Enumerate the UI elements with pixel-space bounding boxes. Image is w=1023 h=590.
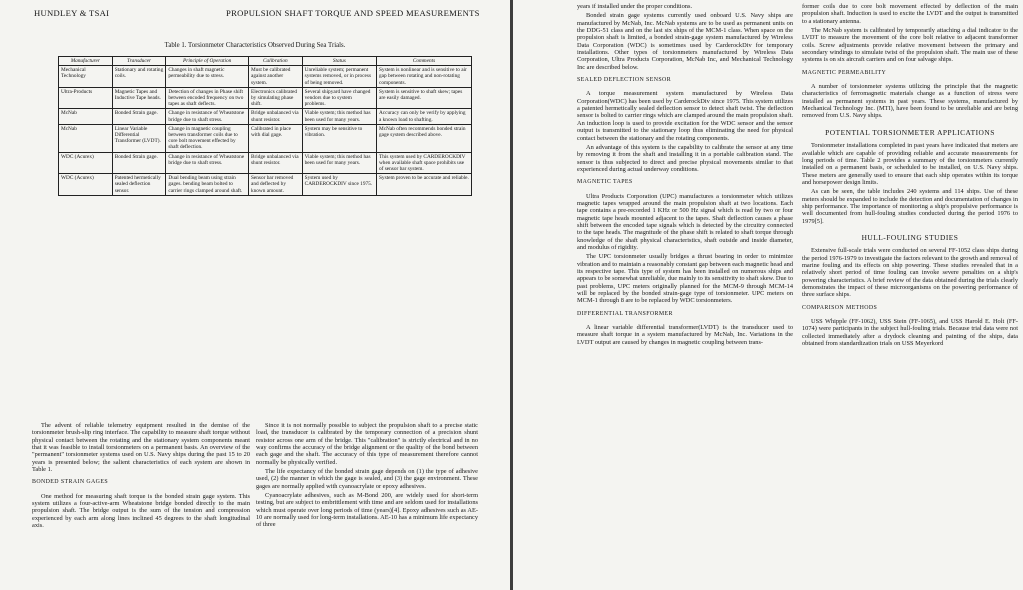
table-header-row xyxy=(59,57,472,66)
table-cell: Patented hermetically sealed deflection sensor. xyxy=(112,174,166,196)
table-cell: Ultra-Products xyxy=(59,87,113,109)
right-page-column-2 xyxy=(802,3,1018,349)
body-paragraph: One method for measuring shaft torque is the bonded strain gage system. This system utilizes a four-active-arm Wheatstone bridge bonded directly to the main propulsion shaft. The bridge output is the sum of the tension and compression experienced by each arm along lines inclined 45 degrees to the shaft longitudinal axis. xyxy=(32,492,250,530)
body-paragraph: Extensive full-scale trials were conducted on several FF-1052 class ships during the period 1976-1979 to investigate the factors relevant to the growth and removal of marine fouling and its effects on ship powering. These studies revealed that in a relatively short period of time fouling can invoke severe penalties on a ship's powering characteristics. A brief review of the data obtained during the trials clearly demonstrates the impact of these microorganisms on the powering performance of three surface ships. xyxy=(802,247,1018,299)
table-cell: System is sensitive to shaft skew; tapes are easily damaged. xyxy=(376,87,471,109)
body-paragraph: As can be seen, the table includes 240 systems and 114 ships. Use of these meters should be expanded to include the detection and documentation of changes in ship performance. The importance of monitoring a ship's propulsive performance is well documented from hull-fouling studies conducted during the period 1976 to 1979[5]. xyxy=(802,188,1018,225)
table-cell: Must be calibrated against another system. xyxy=(248,66,302,88)
table-cell: Linear Variable Differential Transformer (LVDT). xyxy=(112,124,166,152)
body-paragraph: The McNab system is calibrated by temporarily attaching a dial indicator to the LVDT to measure the movement of the core bolt relative to adjacent transformer coils. Screw adjustments provide relative movement between the primary and secondary windings to simulate twist of the propulsion shaft. The main use of these systems is on six aircraft carriers and on four salvage ships. xyxy=(802,27,1018,64)
body-paragraph: Cyanoacrylate adhesives, such as M-Bond 200, are widely used for short-term testing, but are subject to embrittlement with time and are seldom used for installations which must operate over long periods of time (years)[4]. Epoxy adhesives such as AE-10 are normally used for long-term installations. AE-10 has a minimum life expectancy of three xyxy=(256,492,478,529)
table-row xyxy=(59,152,472,174)
subsection-heading: SEALED DEFLECTION SENSOR xyxy=(577,77,672,84)
table-cell: Mechanical Technology xyxy=(59,66,113,88)
body-paragraph: A torque measurement system manufactured by Wireless Data Corporation(WDC) has been used by CarderockDiv since 1975. This system utilizes a patented hermetically sealed deflection sensor to detect shaft twist. The deflection sensor is bolted to carrier rings which are clamped around the main propulsion shaft. An induction loop is used to provide excitation for the WDC sensor and the sensor output is transmitted to the stationary loop thus eliminating the need for physical contact between the stationary and the rotating components. xyxy=(577,90,793,142)
subsection-heading: COMPARISON METHODS xyxy=(802,304,878,311)
table-cell: McNab xyxy=(59,109,113,124)
body-paragraph: A linear variable differential transformer(LVDT) is the transducer used to measure shaft torque in a system manufactured by McNab, Inc. Variations in the LVDT output are caused by changes in magnetic coupling between trans- xyxy=(577,324,793,346)
table-column-header: Transducer xyxy=(112,57,166,66)
table-row xyxy=(59,87,472,109)
table-cell: System proven to be accurate and reliable. xyxy=(376,174,471,196)
table-cell: Change in resistance of Wheatstone bridge due to shaft stress. xyxy=(166,109,249,124)
table-cell: Unreliable system; permanent systems removed, or in process of being removed. xyxy=(302,66,376,88)
section-heading: POTENTIAL TORSIONMETER APPLICATIONS xyxy=(825,127,995,137)
body-paragraph: An advantage of this system is the capability to calibrate the sensor at any time by removing it from the shaft and installing it in a portable calibration stand. The sensor is thus subjected to direct and precise physical movements similar to that experienced during actual underway conditions. xyxy=(577,143,793,173)
body-paragraph: The life expectancy of the bonded strain gage depends on (1) the type of adhesive used, (2) the manner in which the gage is sealed, and (3) the gage environment. These gages are normally applied with cyanoacrylate or epoxy adhesives. xyxy=(256,468,478,490)
body-paragraph: USS Whipple (FF-1062), USS Stein (FF-1065), and USS Harold E. Holt (FF-1074) were participants in the subject hull-fouling trials. Because trial data were not collected immediately after a drydock cleaning and painting of the ships, data obtained from standardization trials on USS Meyerkord xyxy=(802,318,1018,348)
left-page xyxy=(0,0,510,590)
table-column-header: Status xyxy=(302,57,376,66)
table-cell: Stationary and rotating coils. xyxy=(112,66,166,88)
right-page xyxy=(513,0,1023,590)
body-paragraph: The UPC torsionmeter usually bridges a thrust bearing in order to minimize vibration and to maintain a reasonably constant gap between each magnetic head and its respective tape. This type of system has been installed on numerous ships and appears to be somewhat unreliable, due mainly to its sensitivity to shaft skew. Due to past problems, UPC meters originally planned for the MCM-9 through MCM-14 will be replaced by the bonded strain-gage type of torsionmeter. UPC meters on MCM-1 through 8 are to be replaced by WDC torsionmeters. xyxy=(577,253,793,305)
table-cell: Electronics calibrated by simulating phase shift. xyxy=(248,87,302,109)
table-body xyxy=(59,66,472,196)
table-caption: Table 1. Torsionmeter Characteristics Observed During Sea Trials. xyxy=(164,42,346,49)
table-cell: Detection of changes in Phase shift between encoded frequency on two tapes as shaft deflects. xyxy=(166,87,249,109)
subsection-heading: BONDED STRAIN GAGES xyxy=(32,479,108,486)
body-paragraph: Torsionmeter installations completed in past years have indicated that meters are available which are capable of providing reliable and accurate measurements for long periods of time. Table 2 provides a summary of the torsionmeters currently installed on a permanent basis, or scheduled to be installed, on U.S. Navy ships. These meters are generally used to ensure that each ship operates within its torque and horsepower design limits. xyxy=(802,142,1018,186)
left-page-column-1 xyxy=(32,422,250,531)
table-row xyxy=(59,66,472,88)
body-paragraph: Ultra Products Corporation (UPC) manufactures a torsionmeter which utilizes magnetic tapes wrapped around the main propulsion shaft at two locations. Each tape contains a pre-recorded 1 KHz or 500 Hz signal which is read by two or four magnetic tape heads mounted adjacent to the tapes. Shaft deflection causes a phase shift between the encoded tape signals which is detected by the circuitry connected to the tape heads. The magnitude of the phase shift is related to shaft torque through knowledge of the shaft physical characteristics, shaft outside and inside diameter, and modulus of rigidity. xyxy=(577,192,793,251)
table-cell: System is nonlinear and is sensitive to air gap between rotating and non-rotating components. xyxy=(376,66,471,88)
table-cell: Change in resistance of Wheatstone bridge due to shaft stress. xyxy=(166,152,249,174)
table-cell: Changes in shaft magnetic permeability due to stress. xyxy=(166,66,249,88)
body-paragraph: years if installed under the proper conditions. xyxy=(577,3,693,10)
torsionmeter-table xyxy=(58,56,472,196)
table-column-header: Manufacturer xyxy=(59,57,113,66)
table-column-header: Principle of Operation xyxy=(166,57,249,66)
table-cell: Bonded Strain gage. xyxy=(112,152,166,174)
table-cell: Viable system; this method has been used for many years. xyxy=(302,152,376,174)
body-paragraph: Bonded strain gage systems currently used onboard U.S. Navy ships are manufactured by McNab, Inc. McNab systems are to be used as permanent units on the DDG-51 class and on the last six ships of the MCM-1 class. When space on the propulsion shaft is limited, a bonded strain-gage system manufactured by Wireless Data Corporation (WDC) is sometimes used by CarderockDiv for temporary installations. Other types of torsionmeters manufactured by Wireless Data Corporation, Ultra Products Corporation, McNab Inc, and Mechanical Technology Inc are described below. xyxy=(577,12,793,71)
table-cell: WDC (Acurex) xyxy=(59,174,113,196)
table-cell: Viable system; this method has been used for many years. xyxy=(302,109,376,124)
table-cell: Sensor bar removed and deflected by known amount. xyxy=(248,174,302,196)
table-column-header: Calibration xyxy=(248,57,302,66)
right-page-column-1 xyxy=(577,3,793,348)
table-cell: McNab often recommends bonded strain gage system described above. xyxy=(376,124,471,152)
table-cell: Bonded Strain gage. xyxy=(112,109,166,124)
table-row xyxy=(59,174,472,196)
table-cell: This system used by CARDEROCKDIV when available shaft space prohibits use of sensor bar system. xyxy=(376,152,471,174)
table-cell: McNab xyxy=(59,124,113,152)
table-row xyxy=(59,109,472,124)
subsection-heading: MAGNETIC PERMEABILITY xyxy=(802,69,887,76)
table-cell: System may be sensitive to vibration. xyxy=(302,124,376,152)
subsection-heading: DIFFERENTIAL TRANSFORMER xyxy=(577,310,673,317)
table-cell: Bridge unbalanced via shunt resistor. xyxy=(248,152,302,174)
table-cell: Accuracy can only be verify by applying a known load to shafting. xyxy=(376,109,471,124)
table-cell: Magnetic Tapes and Inductive Tape heads. xyxy=(112,87,166,109)
running-header-title: PROPULSION SHAFT TORQUE AND SPEED MEASUREMENTS xyxy=(226,8,480,18)
table-cell: Change in magnetic coupling between transformer coils due to core bolt movement effected by shaft deflection. xyxy=(166,124,249,152)
table-cell: Several shipyard have changed vendors due to system problems. xyxy=(302,87,376,109)
subsection-heading: MAGNETIC TAPES xyxy=(577,179,633,186)
table-cell: WDC (Acurex) xyxy=(59,152,113,174)
body-paragraph: Since it is not normally possible to subject the propulsion shaft to a precise static load, the transducer is calibrated by the temporary connection of a precision shunt resistor across one arm of the bridge. This "calibration" is strictly electrical and in no way confirms the accuracy of the bridge alignment or the quality of the bond between each gage and the shaft. The accuracy of this type of measurement therefore cannot normally be physically verified. xyxy=(256,422,478,466)
table-column-header: Comments xyxy=(376,57,471,66)
section-heading: HULL-FOULING STUDIES xyxy=(861,232,959,242)
table-cell: System used by CARDEROCKDIV since 1975. xyxy=(302,174,376,196)
left-page-column-2 xyxy=(256,422,478,531)
body-paragraph: The advent of reliable telemetry equipment resulted in the demise of the torsionmeter brush-slip ring interface. The capability to measure shaft torque without physical contact between the rotating and the stationary system components meant that it was feasible to install torsionmeters on a permanent basis. An overview of the "permanent" torsionmeter systems used on U.S. Navy ships during the past 15 to 20 years is presented below; the salient characteristics of each system are shown in Table 1. xyxy=(32,422,250,474)
table-cell: Dual bending beam using strain gages. bending beam bolted to carrier rings clamped around shaft. xyxy=(166,174,249,196)
table-row xyxy=(59,124,472,152)
table-cell: Bridge unbalanced via shunt resistor. xyxy=(248,109,302,124)
table-cell: Calibrated in place with dial gage. xyxy=(248,124,302,152)
body-paragraph: former coils due to core bolt movement effected by deflection of the main propulsion shaft. Induction is used to excite the LVDT and the output is transmitted to a stationary antenna. xyxy=(802,3,1018,25)
running-header-authors: HUNDLEY & TSAI xyxy=(34,8,110,18)
body-paragraph: A number of torsionmeter systems utilizing the principle that the magnetic characteristics of ferromagnetic materials change as a function of stress were installed as permanent systems in past years. These systems, manufactured by Mechanical Technology Inc. (MTI), have been found to be unreliable and are being removed from U.S. Navy ships. xyxy=(802,83,1018,120)
